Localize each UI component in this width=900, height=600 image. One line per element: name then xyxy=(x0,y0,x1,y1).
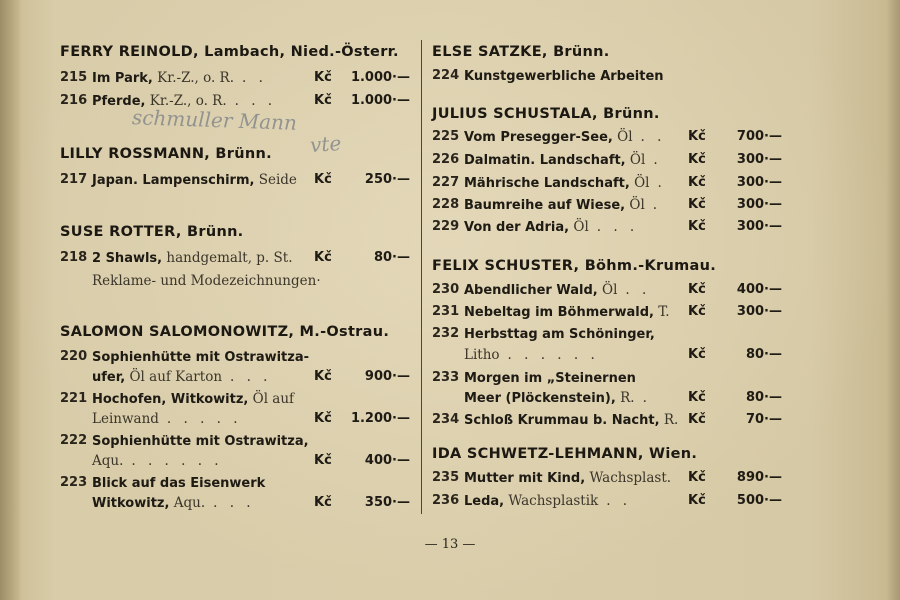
entry-medium: R. xyxy=(620,390,635,406)
entry-price: 1.000·— xyxy=(350,93,410,108)
entry-currency: Kč xyxy=(688,304,706,319)
entry-title: Nebeltag im Böhmerwald, xyxy=(464,305,654,320)
entry-number: 218 xyxy=(60,250,88,265)
entry-medium: Aqu. xyxy=(173,495,206,511)
entry-currency: Kč xyxy=(314,411,332,426)
entry-currency: Kč xyxy=(688,197,706,212)
leader-dots: . . . xyxy=(234,93,277,109)
entry-title: Abendlicher Wald, xyxy=(464,283,598,298)
entry-price: 300·— xyxy=(736,219,782,234)
entry-price: 500·— xyxy=(736,493,782,508)
entry-medium: Seide xyxy=(258,172,297,188)
entry-title: Mährische Landschaft, xyxy=(464,176,630,191)
entry-price: 300·— xyxy=(736,197,782,212)
entry-title-continuation: Witkowitz, xyxy=(92,496,170,511)
entry-medium: R. xyxy=(663,412,679,428)
entry-number: 220 xyxy=(60,349,88,364)
entry-title: Japan. Lampenschirm, xyxy=(92,173,255,188)
entry-title: Schloß Krummau b. Nacht, xyxy=(464,413,660,428)
entry-currency: Kč xyxy=(688,347,706,362)
catalog-entry xyxy=(60,473,412,493)
entry-medium: T. xyxy=(658,304,670,320)
entry-currency: Kč xyxy=(314,172,332,187)
entry-price: 400·— xyxy=(736,282,782,297)
catalog-entry-continuation xyxy=(432,388,784,408)
entry-price: 80·— xyxy=(745,347,782,362)
entry-number: 229 xyxy=(432,219,460,234)
entry-price: 350·— xyxy=(364,495,410,510)
entry-currency: Kč xyxy=(314,495,332,510)
entry-title: Von der Adria, xyxy=(464,220,570,235)
catalog-entry xyxy=(60,170,412,190)
catalog-entry-continuation xyxy=(432,345,784,365)
entry-number: 233 xyxy=(432,370,460,385)
entry-price: 80·— xyxy=(745,390,782,405)
leader-dots: . . . . . . xyxy=(131,453,223,469)
entry-number: 217 xyxy=(60,172,88,187)
column-divider xyxy=(421,40,422,514)
entry-medium: Öl xyxy=(617,129,633,145)
entry-number: 234 xyxy=(432,412,460,427)
entry-price: 900·— xyxy=(364,369,410,384)
entry-currency: Kč xyxy=(688,493,706,508)
entry-number: 230 xyxy=(432,282,460,297)
catalog-entry xyxy=(432,127,784,147)
entry-currency: Kč xyxy=(688,390,706,405)
leader-dots: . . xyxy=(606,493,632,509)
entry-medium: Öl xyxy=(629,197,645,213)
entry-medium-continuation: Leinwand xyxy=(92,411,159,427)
leader-dots: . . . xyxy=(230,369,272,385)
catalog-entry-continuation xyxy=(60,493,412,513)
entry-currency: Kč xyxy=(314,453,332,468)
entry-medium: Kr.-Z., o. R. xyxy=(149,93,227,109)
entry-price: 890·— xyxy=(736,470,782,485)
catalog-entry xyxy=(432,302,784,322)
entry-number: 228 xyxy=(432,197,460,212)
entry-price: 70·— xyxy=(745,412,782,427)
page-edge-shadow xyxy=(886,0,900,600)
catalog-entry-continuation xyxy=(60,451,412,471)
entry-title: Sophienhütte mit Ostrawitza, xyxy=(92,434,309,449)
entry-number: 216 xyxy=(60,93,88,108)
catalog-entry xyxy=(60,389,412,409)
entry-medium: Öl auf xyxy=(252,391,295,407)
entry-title: Mutter mit Kind, xyxy=(464,471,586,486)
entry-medium: Kr.-Z., o. R. xyxy=(157,70,235,86)
catalog-entry xyxy=(432,368,784,388)
entry-price: 1.200·— xyxy=(350,411,410,426)
entry-number: 232 xyxy=(432,326,460,341)
entry-title-continuation: Meer (Plöckenstein), xyxy=(464,391,616,406)
entry-title-continuation: ufer, xyxy=(92,370,126,385)
artist-heading: ELSE SATZKE, Brünn. xyxy=(432,44,610,60)
entry-number: 227 xyxy=(432,175,460,190)
entry-number: 223 xyxy=(60,475,88,490)
catalog-entry xyxy=(432,195,784,215)
entry-title: Im Park, xyxy=(92,71,153,86)
entry-title: Pferde, xyxy=(92,94,146,109)
leader-dots: . . . xyxy=(596,219,639,235)
leader-dots: . . xyxy=(242,70,267,86)
catalog-entry xyxy=(60,68,412,88)
entry-currency: Kč xyxy=(688,470,706,485)
page-number: — 13 — xyxy=(424,537,476,552)
entry-medium: handgemalt, p. St. xyxy=(166,250,293,266)
entry-title: Leda, xyxy=(464,494,505,509)
entry-number: 226 xyxy=(432,152,460,167)
entry-number: 235 xyxy=(432,470,460,485)
leader-dots: . . xyxy=(640,129,666,145)
entry-medium: Öl xyxy=(573,219,589,235)
entry-currency: Kč xyxy=(314,70,332,85)
entry-title: Herbsttag am Schöninger, xyxy=(464,327,655,342)
artist-heading: SALOMON SALOMONOWITZ, M.-Ostrau. xyxy=(60,324,390,340)
artist-heading: JULIUS SCHUSTALA, Brünn. xyxy=(432,106,660,122)
artist-heading: SUSE ROTTER, Brünn. xyxy=(60,224,244,240)
entry-title: Baumreihe auf Wiese, xyxy=(464,198,626,213)
artist-heading: IDA SCHWETZ-LEHMANN, Wien. xyxy=(432,446,698,462)
entry-price: 1.000·— xyxy=(350,70,410,85)
leader-dots: . . . . . xyxy=(166,411,242,427)
entry-number: 224 xyxy=(432,68,460,83)
entry-currency: Kč xyxy=(314,93,332,108)
entry-medium: Öl xyxy=(602,282,618,298)
entry-price: 80·— xyxy=(373,250,410,265)
entry-medium: Wachsplast. xyxy=(589,470,672,486)
entry-price: 300·— xyxy=(736,304,782,319)
entry-medium: Öl xyxy=(634,175,650,191)
catalog-entry xyxy=(432,150,784,170)
catalog-entry xyxy=(60,347,412,367)
entry-currency: Kč xyxy=(688,152,706,167)
catalog-entry xyxy=(60,248,412,268)
entry-price: 400·— xyxy=(364,453,410,468)
artist-heading: FELIX SCHUSTER, Böhm.-Krumau. xyxy=(432,258,717,274)
catalog-entry-continuation xyxy=(60,409,412,429)
entry-price: 300·— xyxy=(736,152,782,167)
leader-dots: . xyxy=(657,175,666,191)
entry-medium-continuation: Aqu. xyxy=(92,453,124,469)
catalog-entry xyxy=(432,324,784,344)
catalog-entry xyxy=(432,280,784,300)
entry-number: 221 xyxy=(60,391,88,406)
entry-currency: Kč xyxy=(688,175,706,190)
page-fold-shadow xyxy=(0,0,22,600)
entry-price: 700·— xyxy=(736,129,782,144)
pencil-annotation: schmuller Mann xyxy=(131,105,298,135)
entry-number: 231 xyxy=(432,304,460,319)
leader-dots: . xyxy=(653,152,662,168)
leader-dots: . . . . . . xyxy=(507,347,599,363)
leader-dots: . . xyxy=(625,282,651,298)
entry-title: Vom Presegger-See, xyxy=(464,130,613,145)
catalog-note: Reklame- und Modezeichnungen· xyxy=(92,273,321,289)
entry-currency: Kč xyxy=(688,412,706,427)
entry-medium: Öl xyxy=(629,152,646,168)
catalog-entry xyxy=(60,431,412,451)
entry-currency: Kč xyxy=(688,129,706,144)
catalog-entry xyxy=(432,491,784,511)
entry-title: Hochofen, Witkowitz, xyxy=(92,392,249,407)
entry-medium-continuation: Litho xyxy=(464,347,500,363)
catalog-entry xyxy=(432,217,784,237)
catalog-entry xyxy=(432,66,784,86)
catalog-entry xyxy=(432,173,784,193)
entry-title: Blick auf das Eisenwerk xyxy=(92,476,266,491)
leader-dots: . xyxy=(642,390,651,406)
artist-heading: LILLY ROSSMANN, Brünn. xyxy=(60,146,272,162)
catalog-entry xyxy=(432,410,784,430)
entry-currency: Kč xyxy=(688,282,706,297)
entry-title: Sophienhütte mit Ostrawitza- xyxy=(92,350,310,365)
entry-number: 215 xyxy=(60,70,88,85)
catalog-entry-continuation xyxy=(60,367,412,387)
entry-medium: Öl auf Karton xyxy=(129,369,223,385)
leader-dots: . . . xyxy=(213,495,255,511)
artist-heading: FERRY REINOLD, Lambach, Nied.-Österr. xyxy=(60,44,399,60)
leader-dots: . xyxy=(652,197,662,213)
pencil-annotation: vte xyxy=(309,130,342,158)
entry-price: 300·— xyxy=(736,175,782,190)
catalog-note-line xyxy=(60,271,412,291)
entry-currency: Kč xyxy=(314,250,332,265)
entry-title: 2 Shawls, xyxy=(92,251,163,266)
entry-currency: Kč xyxy=(688,219,706,234)
entry-number: 236 xyxy=(432,493,460,508)
catalog-entry xyxy=(432,468,784,488)
entry-title: Dalmatin. Landschaft, xyxy=(464,153,626,168)
entry-title: Kunstgewerbliche Arbeiten xyxy=(464,69,664,84)
entry-title: Morgen im „Steinernen xyxy=(464,371,636,386)
entry-currency: Kč xyxy=(314,369,332,384)
entry-number: 222 xyxy=(60,433,88,448)
entry-number: 225 xyxy=(432,129,460,144)
entry-price: 250·— xyxy=(364,172,410,187)
entry-medium: Wachsplastik xyxy=(508,493,599,509)
